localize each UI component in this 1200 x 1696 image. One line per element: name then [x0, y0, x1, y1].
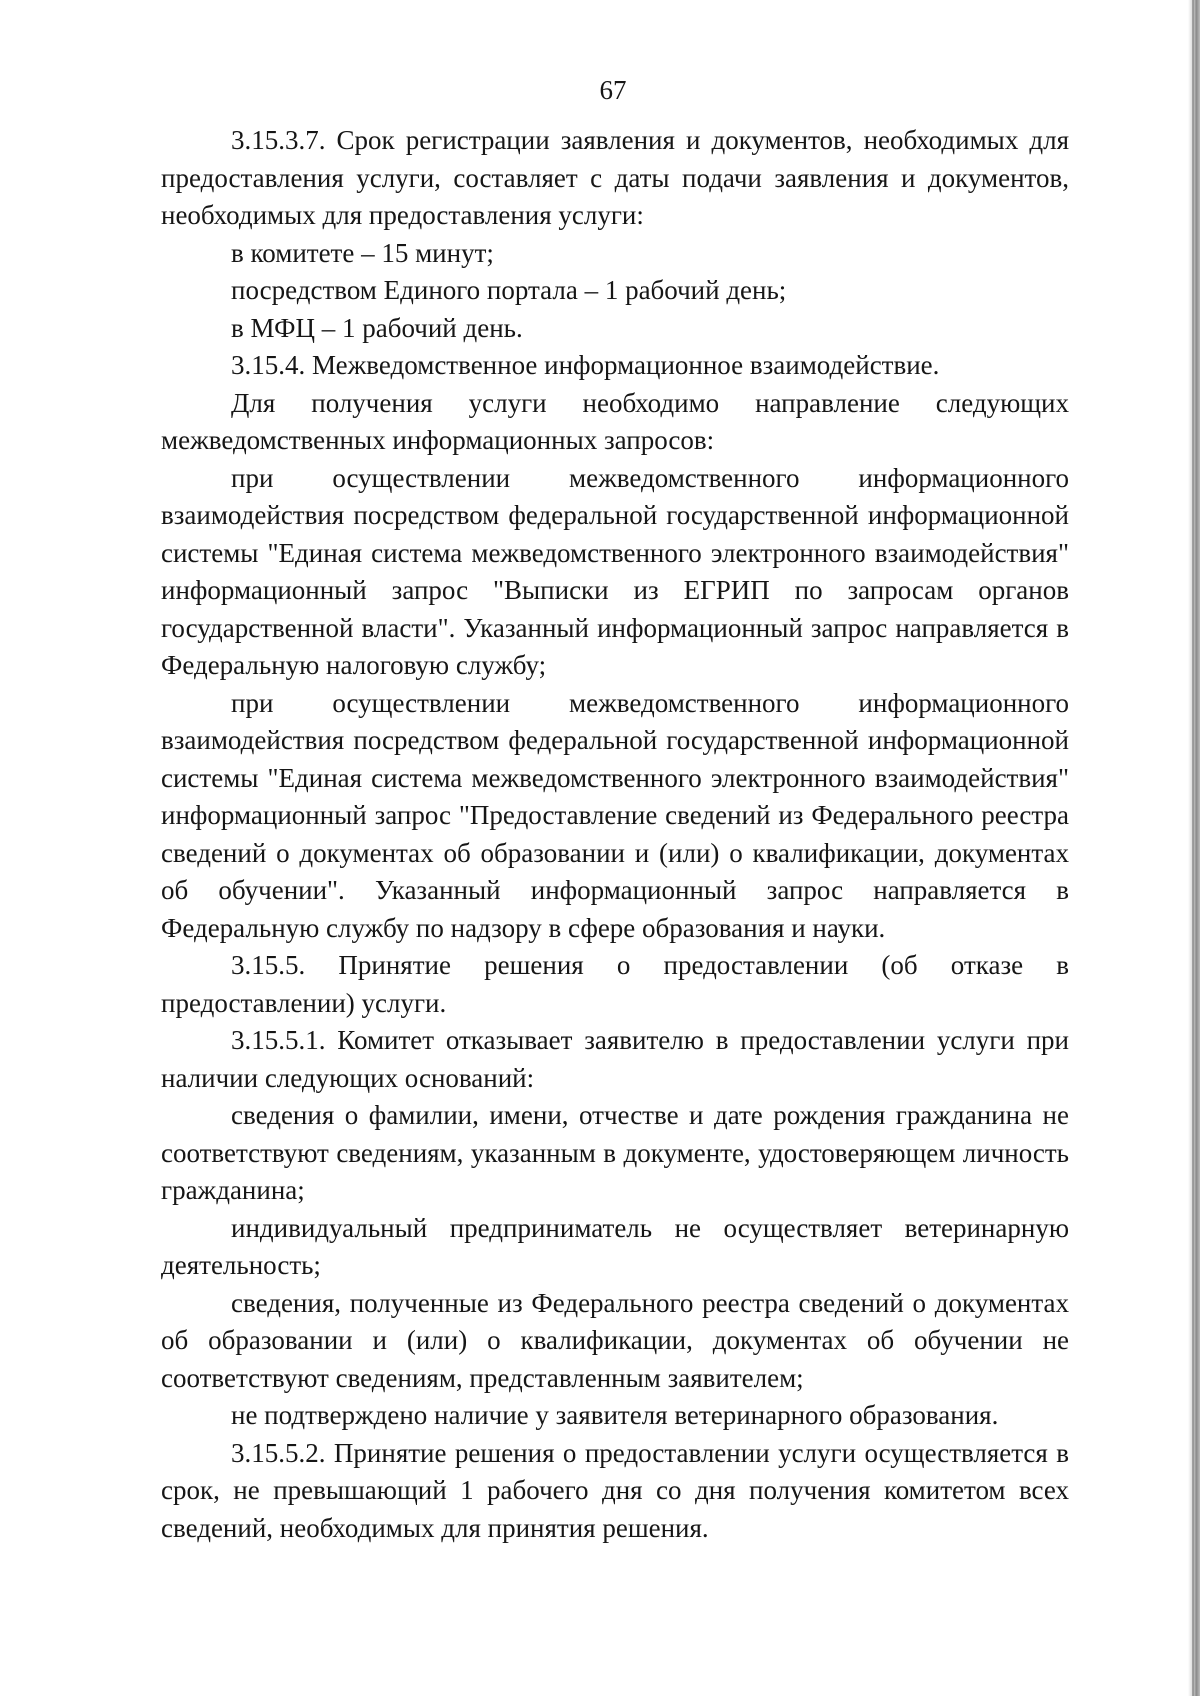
paragraph-3-15-4: 3.15.4. Межведомственное информационное взаимодействие.: [231, 350, 940, 380]
refusal-ground-registry: сведения, полученные из Федерального реестра сведений о документах об образовании и (или) о квалификации, документах об обучении не соответствуют сведениям, представленным заявителем;: [161, 1287, 1069, 1393]
refusal-ground-education: не подтверждено наличие у заявителя ветеринарного образования.: [231, 1400, 999, 1430]
list-item-portal: посредством Единого портала – 1 рабочий день;: [231, 275, 787, 305]
paragraph-3-15-5: 3.15.5. Принятие решения о предоставлении (об отказе в предоставлении) услуги.: [161, 950, 1069, 1018]
page-number: 67: [599, 75, 627, 105]
paragraph-3-15-5-1: 3.15.5.1. Комитет отказывает заявителю в предоставлении услуги при наличии следующих оснований:: [161, 1025, 1069, 1093]
scan-edge-shadow: [1188, 0, 1200, 1696]
scan-edge-line: [1192, 0, 1194, 1696]
paragraph-3-15-5-2: 3.15.5.2. Принятие решения о предоставлении услуги осуществляется в срок, не превышающий 1 рабочего дня со дня получения комитетом всех сведений, необходимых для принятия решения.: [161, 1437, 1069, 1543]
paragraph-3-15-3-7: 3.15.3.7. Срок регистрации заявления и документов, необходимых для предоставления услуги, составляет с даты подачи заявления и документов, необходимых для предоставления услуги:: [161, 125, 1069, 230]
paragraph-request-egrip: при осуществлении межведомственного информационного взаимодействия посредством федеральной государственной информационной системы "Единая система межведомственного электронного взаимодействия" информационный запрос "Выписки из ЕГРИП по запросам органов государственной власти". Указанный информационный запрос направляется в Федеральную налоговую службу;: [161, 462, 1069, 680]
list-item-mfc: в МФЦ – 1 рабочий день.: [231, 312, 523, 343]
document-body: [161, 122, 1069, 1547]
paragraph-requests-intro: Для получения услуги необходимо направление следующих межведомственных информационных запросов:: [161, 387, 1069, 455]
paragraph-request-education-registry: при осуществлении межведомственного информационного взаимодействия посредством федеральной государственной информационной системы "Единая система межведомственного электронного взаимодействия" информационный запрос "Предоставление сведений из Федерального реестра сведений о документах об образовании и (или) о квалификации, документах об обучении". Указанный информационный запрос направляется в Федеральную службу по надзору в сфере образования и науки.: [161, 687, 1069, 943]
refusal-ground-identity: сведения о фамилии, имени, отчестве и дате рождения гражданина не соответствуют сведениям, указанным в документе, удостоверяющем личность гражданина;: [161, 1100, 1069, 1205]
refusal-ground-activity: индивидуальный предприниматель не осуществляет ветеринарную деятельность;: [161, 1212, 1069, 1280]
list-item-committee: в комитете – 15 минут;: [231, 237, 494, 268]
